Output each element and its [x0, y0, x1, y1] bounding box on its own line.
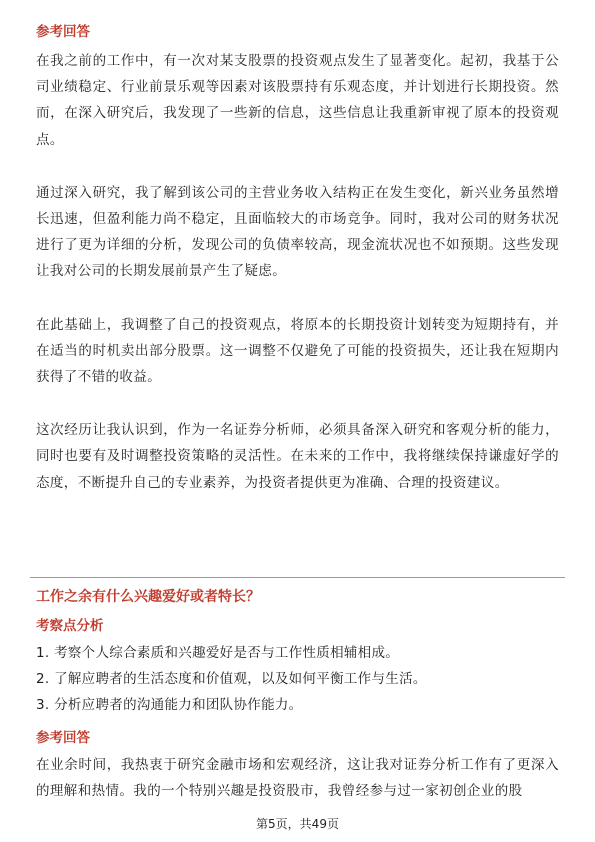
- list-item: 3. 分析应聘者的沟通能力和团队协作能力。: [36, 697, 303, 713]
- analysis-heading: 考察点分析: [36, 618, 104, 634]
- section-divider: [30, 577, 565, 578]
- paragraph: 通过深入研究，我了解到该公司的主营业务收入结构正在发生变化，新兴业务虽然增长迅速，但盈利能力尚不稳定，且面临较大的市场竞争。同时，我对公司的财务状况进行了更为详细的分析，发现公司的负债率较高，现金流状况也不如预期。这些发现让我对公司的长期发展前景产生了疑虑。: [36, 184, 559, 280]
- paragraph: 这次经历让我认识到，作为一名证券分析师，必须具备深入研究和客观分析的能力，同时也要有及时调整投资策略的灵活性。在未来的工作中，我将继续保持谦虚好学的态度，不断提升自己的专业素养，为投资者提供更为准确、合理的投资建议。: [36, 422, 559, 491]
- document-page: [36, 22, 559, 496]
- paragraph: 在此基础上，我调整了自己的投资观点，将原本的长期投资计划转变为短期持有，并在适当的时机卖出部分股票。这一调整不仅避免了可能的投资损失，还让我在短期内获得了不错的收益。: [36, 316, 559, 386]
- paragraph: 在我之前的工作中，有一次对某支股票的投资观点发生了显著变化。起初，我基于公司业绩稳定、行业前景乐观等因素对该股票持有乐观态度，并计划进行长期投资。然而，在深入研究后，我发现了一些新的信息，这些信息让我重新审视了原本的投资观点。: [36, 53, 559, 148]
- paragraph: 在业余时间，我热衷于研究金融市场和宏观经济，这让我对证券分析工作有了更深入的理解和热情。我的一个特别兴趣是投资股市，我曾经参与过一家初创企业的股: [36, 757, 559, 800]
- list-item: 1. 考察个人综合素质和兴趣爱好是否与工作性质相辅相成。: [36, 645, 400, 661]
- question-section: [36, 586, 559, 804]
- answer-heading: 参考回答: [36, 730, 90, 746]
- answer-heading: 参考回答: [36, 24, 90, 40]
- page-number: 第5页，共49页: [256, 817, 339, 831]
- list-item: 2. 了解应聘者的生活态度和价值观，以及如何平衡工作与生活。: [36, 671, 427, 687]
- question-title: 工作之余有什么兴趣爱好或者特长？: [36, 589, 260, 605]
